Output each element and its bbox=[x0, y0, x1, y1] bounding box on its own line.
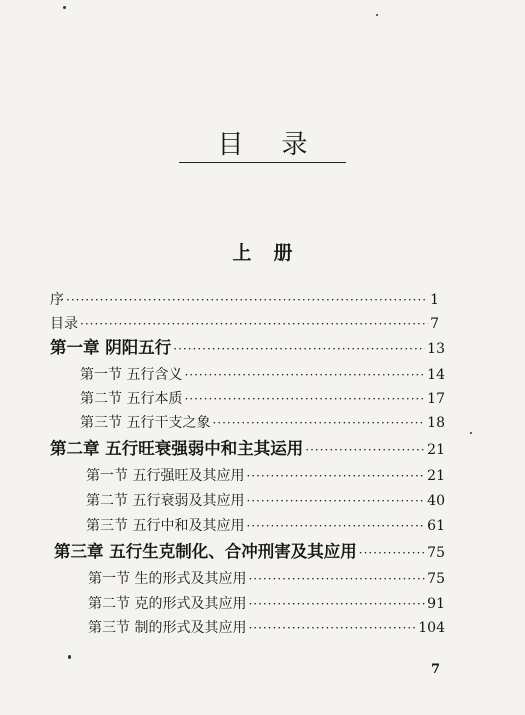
toc-entry-label: 第三节 五行干支之象 bbox=[80, 415, 211, 431]
leader-dots bbox=[173, 337, 425, 360]
toc-section-2-3 bbox=[86, 514, 445, 536]
toc-section-3-3 bbox=[88, 616, 445, 638]
leader-dots bbox=[248, 592, 425, 615]
leader-dots bbox=[184, 387, 425, 410]
toc-entry-label: 第二节 五行本质 bbox=[80, 391, 183, 407]
toc-section-3-1 bbox=[88, 567, 445, 589]
toc-entry-label: 第二章 五行旺衰强弱中和主其运用 bbox=[50, 439, 304, 458]
toc-entry-label: 第一节 生的形式及其应用 bbox=[88, 571, 247, 587]
leader-dots bbox=[80, 312, 428, 335]
toc-entry-page: 21 bbox=[427, 442, 445, 458]
leader-dots bbox=[66, 288, 428, 311]
leader-dots bbox=[246, 489, 425, 512]
toc-entry-page: 14 bbox=[427, 367, 445, 383]
leader-dots bbox=[305, 438, 425, 461]
scan-speck bbox=[470, 432, 472, 434]
toc-entry-label: 第三章 五行生克制化、合冲刑害及其应用 bbox=[54, 542, 357, 561]
toc-entry-label: 第一节 五行强旺及其应用 bbox=[86, 468, 245, 484]
page-number: 7 bbox=[431, 662, 441, 677]
toc-chapter-3 bbox=[54, 541, 445, 563]
toc-entry-page: 75 bbox=[427, 571, 445, 587]
toc-entry-label: 第二节 五行衰弱及其应用 bbox=[86, 493, 245, 509]
toc-entry-page: 7 bbox=[430, 316, 439, 332]
toc-entry-page: 61 bbox=[427, 518, 445, 534]
toc-entry-page: 40 bbox=[427, 493, 445, 509]
leader-dots bbox=[246, 514, 425, 537]
leader-dots bbox=[184, 363, 425, 386]
toc-entry-page: 1 bbox=[430, 292, 439, 308]
toc-entry-label: 第一节 五行含义 bbox=[80, 367, 183, 383]
scan-speck bbox=[68, 655, 71, 659]
toc-entry-label: 第三节 制的形式及其应用 bbox=[88, 620, 247, 636]
toc-entry-label: 目录 bbox=[50, 316, 78, 332]
toc-entry-contents bbox=[50, 312, 439, 334]
toc-entry-label: 第二节 克的形式及其应用 bbox=[88, 596, 247, 612]
toc-entry-label: 第三节 五行中和及其应用 bbox=[86, 518, 245, 534]
toc-chapter-1 bbox=[50, 337, 445, 359]
toc-entry-page: 91 bbox=[427, 596, 445, 612]
toc-title-text: 目录 bbox=[179, 130, 345, 163]
toc-section-2-2 bbox=[86, 489, 445, 511]
toc-entry-page: 75 bbox=[427, 545, 445, 561]
leader-dots bbox=[359, 541, 425, 564]
volume-heading: 上册 bbox=[232, 242, 315, 264]
leader-dots bbox=[248, 567, 425, 590]
toc-section-2-1 bbox=[86, 464, 445, 486]
toc-chapter-2 bbox=[50, 438, 445, 460]
toc-entry-page: 104 bbox=[418, 620, 445, 636]
toc-section-1-2 bbox=[80, 387, 445, 409]
leader-dots bbox=[248, 616, 416, 639]
toc-section-1-1 bbox=[80, 363, 445, 385]
scan-speck bbox=[376, 14, 378, 16]
toc-entry-page: 21 bbox=[427, 468, 445, 484]
scan-speck bbox=[63, 6, 66, 9]
toc-entry-page: 13 bbox=[427, 341, 445, 357]
toc-entry-label: 第一章 阴阳五行 bbox=[50, 338, 172, 357]
toc-section-1-3 bbox=[80, 411, 445, 433]
leader-dots bbox=[212, 411, 425, 434]
toc-entry-preface bbox=[50, 288, 439, 310]
toc-entry-label: 序 bbox=[50, 292, 64, 308]
toc-entry-page: 18 bbox=[427, 415, 445, 431]
leader-dots bbox=[246, 464, 425, 487]
toc-entry-page: 17 bbox=[427, 391, 445, 407]
toc-section-3-2 bbox=[88, 592, 445, 614]
